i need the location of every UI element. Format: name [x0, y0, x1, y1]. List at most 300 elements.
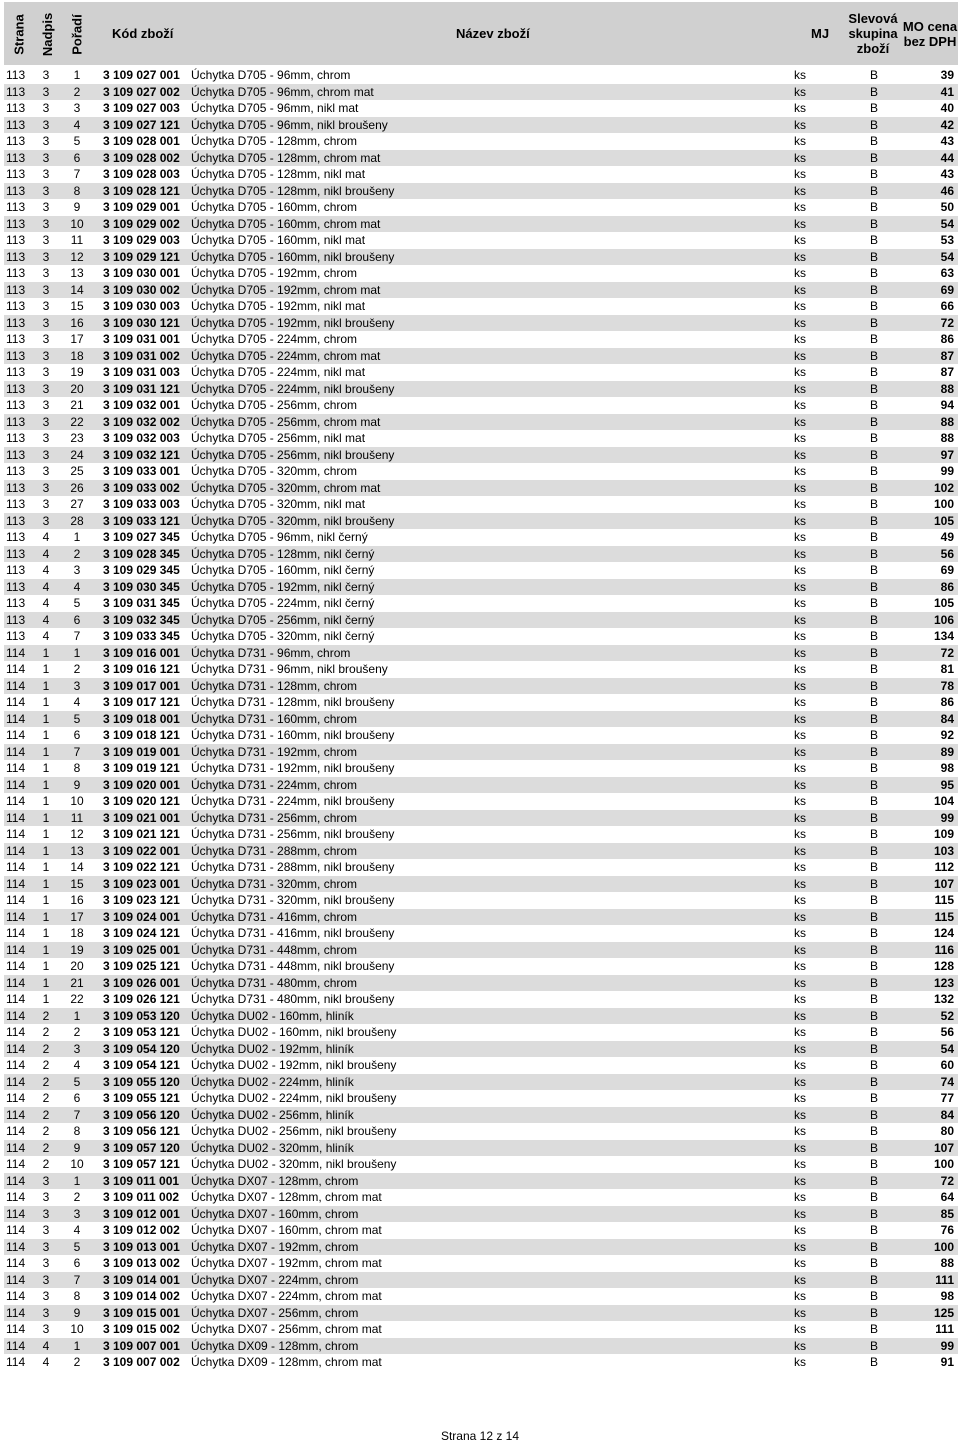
cell-mj: ks	[794, 464, 806, 478]
cell-strana: 114	[6, 1272, 26, 1287]
cell-kod: 3 109 033 345	[103, 629, 180, 643]
cell-nadpis: 1	[42, 678, 50, 693]
cell-kod: 3 109 033 003	[103, 497, 180, 511]
cell-nadpis: 3	[42, 332, 50, 346]
cell-cena: 109	[933, 827, 954, 841]
cell-poradi: 18	[70, 348, 84, 363]
cell-strana: 114	[6, 1322, 26, 1336]
cell-nazev: Úchytka D731 - 256mm, chrom	[191, 810, 358, 825]
cell-nadpis: 1	[42, 695, 50, 709]
cell-kod: 3 109 033 002	[103, 480, 180, 495]
table-row	[4, 1057, 958, 1074]
table-row	[4, 909, 958, 926]
cell-cena: 105	[933, 596, 954, 610]
cell-mj: ks	[794, 216, 806, 231]
cell-strana: 114	[6, 1239, 26, 1254]
cell-cena: 74	[940, 1074, 954, 1089]
cell-cena: 72	[940, 1173, 954, 1188]
cell-nadpis: 3	[42, 101, 50, 115]
cell-poradi: 23	[70, 431, 84, 445]
table-row	[4, 595, 958, 612]
cell-poradi: 4	[73, 117, 81, 132]
cell-kod: 3 109 029 121	[103, 249, 180, 264]
cell-poradi: 1	[73, 530, 81, 544]
cell-mj: ks	[794, 1272, 806, 1287]
cell-poradi: 2	[73, 1355, 81, 1369]
cell-strana: 114	[6, 1289, 26, 1303]
cell-kod: 3 109 032 121	[103, 447, 180, 462]
cell-sleva: B	[869, 101, 878, 115]
cell-cena: 46	[940, 183, 954, 198]
cell-nazev: Úchytka D705 - 192mm, chrom	[191, 266, 358, 280]
table-row	[4, 826, 958, 843]
table-row	[4, 84, 958, 101]
cell-mj: ks	[794, 1322, 806, 1336]
cell-strana: 114	[6, 662, 26, 676]
table-row	[4, 727, 958, 744]
cell-strana: 113	[6, 365, 26, 379]
cell-cena: 43	[940, 134, 954, 148]
cell-mj: ks	[794, 645, 806, 660]
cell-sleva: B	[869, 909, 878, 924]
cell-strana: 114	[6, 1107, 26, 1122]
cell-sleva: B	[869, 579, 878, 594]
cell-sleva: B	[869, 1338, 878, 1353]
cell-nadpis: 2	[42, 1041, 50, 1056]
cell-strana: 113	[6, 398, 26, 412]
cell-kod: 3 109 018 001	[103, 711, 180, 726]
table-row	[4, 1255, 958, 1272]
cell-nadpis: 1	[42, 728, 50, 742]
cell-kod: 3 109 011 001	[103, 1173, 180, 1188]
cell-nazev: Úchytka DX07 - 160mm, chrom	[191, 1206, 359, 1221]
cell-poradi: 10	[70, 1157, 84, 1171]
cell-poradi: 10	[70, 1322, 84, 1336]
cell-nadpis: 2	[42, 1124, 50, 1138]
cell-cena: 100	[933, 497, 954, 511]
cell-poradi: 14	[70, 860, 84, 874]
cell-mj: ks	[794, 315, 806, 330]
cell-cena: 41	[940, 84, 954, 99]
table-row	[4, 661, 958, 678]
cell-mj: ks	[794, 843, 806, 858]
cell-kod: 3 109 054 121	[103, 1058, 180, 1072]
cell-strana: 114	[6, 992, 26, 1006]
cell-nazev: Úchytka D731 - 224mm, chrom	[191, 777, 358, 792]
cell-sleva: B	[869, 1091, 878, 1105]
cell-strana: 113	[6, 315, 26, 330]
cell-nadpis: 3	[42, 414, 50, 429]
cell-nadpis: 4	[42, 546, 50, 561]
cell-cena: 72	[940, 645, 954, 660]
cell-sleva: B	[869, 167, 878, 181]
cell-nadpis: 3	[42, 200, 50, 214]
cell-nadpis: 2	[42, 1107, 50, 1122]
cell-kod: 3 109 019 121	[103, 761, 180, 775]
cell-mj: ks	[794, 761, 806, 775]
cell-kod: 3 109 020 001	[103, 777, 180, 792]
cell-sleva: B	[869, 431, 878, 445]
cell-strana: 114	[6, 711, 26, 726]
cell-cena: 64	[940, 1190, 954, 1204]
cell-poradi: 9	[73, 777, 81, 792]
cell-sleva: B	[869, 150, 878, 165]
cell-poradi: 7	[73, 629, 81, 643]
cell-mj: ks	[794, 249, 806, 264]
cell-nazev: Úchytka DU02 - 192mm, nikl broušeny	[191, 1058, 397, 1072]
cell-poradi: 17	[70, 332, 84, 346]
header-slevova-skupina	[842, 11, 904, 56]
cell-poradi: 14	[70, 282, 84, 297]
header-poradi-label: Pořadí	[69, 13, 85, 55]
table-row	[4, 1090, 958, 1107]
cell-mj: ks	[794, 480, 806, 495]
cell-strana: 114	[6, 744, 26, 759]
cell-kod: 3 109 029 001	[103, 200, 180, 214]
cell-sleva: B	[869, 447, 878, 462]
cell-sleva: B	[869, 629, 878, 643]
cell-kod: 3 109 007 002	[103, 1355, 180, 1369]
cell-mj: ks	[794, 1355, 806, 1369]
cell-kod: 3 109 021 121	[103, 827, 180, 841]
cell-mj: ks	[794, 827, 806, 841]
cell-strana: 114	[6, 1206, 26, 1221]
cell-poradi: 10	[70, 794, 84, 808]
cell-cena: 78	[940, 678, 954, 693]
cell-sleva: B	[869, 1239, 878, 1254]
cell-kod: 3 109 030 003	[103, 299, 180, 313]
cell-nadpis: 1	[42, 744, 50, 759]
table-row	[4, 1239, 958, 1256]
cell-poradi: 22	[70, 414, 84, 429]
cell-nazev: Úchytka DU02 - 160mm, hliník	[191, 1008, 354, 1023]
cell-strana: 113	[6, 612, 26, 627]
cell-kod: 3 109 031 121	[103, 381, 180, 396]
table-row	[4, 1156, 958, 1173]
cell-cena: 54	[940, 216, 954, 231]
cell-cena: 49	[940, 530, 954, 544]
cell-nazev: Úchytka D731 - 448mm, chrom	[191, 942, 358, 957]
cell-cena: 132	[933, 992, 954, 1006]
cell-kod: 3 109 027 345	[103, 530, 180, 544]
cell-nazev: Úchytka D731 - 192mm, chrom	[191, 744, 358, 759]
cell-nazev: Úchytka D705 - 192mm, nikl broušeny	[191, 315, 395, 330]
cell-kod: 3 109 014 002	[103, 1289, 180, 1303]
cell-cena: 92	[940, 728, 954, 742]
cell-nazev: Úchytka DX07 - 128mm, chrom	[191, 1173, 359, 1188]
cell-nazev: Úchytka DU02 - 256mm, hliník	[191, 1107, 354, 1122]
cell-cena: 99	[940, 464, 954, 478]
cell-nazev: Úchytka D705 - 160mm, nikl černý	[191, 563, 375, 577]
table-row	[4, 1222, 958, 1239]
cell-strana: 114	[6, 1256, 26, 1270]
cell-sleva: B	[869, 563, 878, 577]
cell-cena: 42	[940, 117, 954, 132]
cell-sleva: B	[869, 794, 878, 808]
cell-mj: ks	[794, 1305, 806, 1320]
price-table-body	[4, 67, 958, 1371]
table-row	[4, 513, 958, 530]
table-row	[4, 628, 958, 645]
cell-cena: 105	[933, 513, 954, 528]
cell-cena: 52	[940, 1008, 954, 1023]
cell-sleva: B	[869, 662, 878, 676]
cell-sleva: B	[869, 513, 878, 528]
cell-cena: 72	[940, 315, 954, 330]
cell-nadpis: 3	[42, 1173, 50, 1188]
cell-kod: 3 109 011 002	[103, 1190, 180, 1204]
cell-sleva: B	[869, 216, 878, 231]
header-poradi	[67, 8, 87, 60]
cell-nazev: Úchytka D705 - 320mm, chrom	[191, 464, 358, 478]
cell-poradi: 20	[70, 959, 84, 973]
table-row	[4, 364, 958, 381]
cell-poradi: 3	[73, 563, 81, 577]
cell-strana: 113	[6, 530, 26, 544]
cell-nazev: Úchytka D731 - 160mm, nikl broušeny	[191, 728, 395, 742]
cell-sleva: B	[869, 926, 878, 940]
cell-nazev: Úchytka DX07 - 128mm, chrom mat	[191, 1190, 382, 1204]
cell-poradi: 2	[73, 1190, 81, 1204]
cell-nazev: Úchytka DX07 - 160mm, chrom mat	[191, 1223, 382, 1237]
cell-kod: 3 109 012 001	[103, 1206, 180, 1221]
cell-sleva: B	[869, 942, 878, 957]
cell-cena: 99	[940, 810, 954, 825]
cell-cena: 106	[933, 612, 954, 627]
cell-cena: 111	[935, 1322, 954, 1336]
cell-nadpis: 3	[42, 480, 50, 495]
cell-poradi: 12	[70, 827, 84, 841]
cell-poradi: 28	[70, 513, 84, 528]
cell-sleva: B	[869, 1008, 878, 1023]
table-row	[4, 760, 958, 777]
cell-strana: 114	[6, 1074, 26, 1089]
cell-poradi: 8	[73, 1124, 81, 1138]
cell-strana: 114	[6, 1091, 26, 1105]
cell-mj: ks	[794, 695, 806, 709]
cell-poradi: 5	[73, 596, 81, 610]
cell-sleva: B	[869, 480, 878, 495]
cell-nazev: Úchytka DX07 - 224mm, chrom	[191, 1272, 359, 1287]
cell-mj: ks	[794, 711, 806, 726]
cell-mj: ks	[794, 1008, 806, 1023]
cell-cena: 80	[940, 1124, 954, 1138]
cell-kod: 3 109 022 001	[103, 843, 180, 858]
cell-kod: 3 109 056 120	[103, 1107, 180, 1122]
cell-sleva: B	[869, 299, 878, 313]
cell-nazev: Úchytka D705 - 128mm, chrom mat	[191, 150, 381, 165]
header-nadpis	[38, 8, 58, 60]
cell-kod: 3 109 018 121	[103, 728, 180, 742]
cell-cena: 88	[940, 1256, 954, 1270]
cell-poradi: 8	[73, 1289, 81, 1303]
cell-nazev: Úchytka D705 - 96mm, chrom	[191, 68, 351, 82]
cell-strana: 113	[6, 431, 26, 445]
cell-kod: 3 109 017 001	[103, 678, 180, 693]
cell-nadpis: 4	[42, 612, 50, 627]
cell-kod: 3 109 057 120	[103, 1140, 180, 1155]
cell-strana: 113	[6, 332, 26, 346]
cell-poradi: 6	[73, 612, 81, 627]
cell-nazev: Úchytka D705 - 96mm, nikl broušeny	[191, 117, 388, 132]
cell-poradi: 8	[73, 183, 81, 198]
cell-nazev: Úchytka DU02 - 224mm, hliník	[191, 1074, 354, 1089]
cell-sleva: B	[869, 744, 878, 759]
cell-nadpis: 3	[42, 431, 50, 445]
cell-kod: 3 109 016 001	[103, 645, 180, 660]
table-row	[4, 744, 958, 761]
cell-nazev: Úchytka D731 - 96mm, nikl broušeny	[191, 662, 388, 676]
cell-sleva: B	[869, 827, 878, 841]
cell-poradi: 5	[73, 1074, 81, 1089]
cell-sleva: B	[869, 761, 878, 775]
cell-sleva: B	[869, 1355, 878, 1369]
cell-nazev: Úchytka D705 - 256mm, chrom	[191, 398, 358, 412]
cell-strana: 113	[6, 150, 26, 165]
cell-poradi: 1	[73, 1338, 81, 1353]
cell-sleva: B	[869, 876, 878, 891]
cell-cena: 134	[933, 629, 954, 643]
cell-nazev: Úchytka D731 - 288mm, chrom	[191, 843, 358, 858]
cell-nazev: Úchytka D731 - 256mm, nikl broušeny	[191, 827, 395, 841]
cell-mj: ks	[794, 876, 806, 891]
cell-nadpis: 4	[42, 530, 50, 544]
cell-nadpis: 4	[42, 596, 50, 610]
cell-sleva: B	[869, 596, 878, 610]
cell-nazev: Úchytka D705 - 320mm, chrom mat	[191, 480, 381, 495]
cell-nadpis: 2	[42, 1008, 50, 1023]
cell-mj: ks	[794, 1256, 806, 1270]
cell-cena: 100	[933, 1239, 954, 1254]
cell-poradi: 20	[70, 381, 84, 396]
cell-nazev: Úchytka D705 - 96mm, chrom mat	[191, 84, 374, 99]
cell-strana: 113	[6, 216, 26, 231]
cell-strana: 114	[6, 926, 26, 940]
cell-mj: ks	[794, 167, 806, 181]
cell-nadpis: 3	[42, 315, 50, 330]
cell-poradi: 15	[70, 299, 84, 313]
cell-cena: 54	[940, 1041, 954, 1056]
cell-poradi: 10	[70, 216, 84, 231]
cell-poradi: 2	[73, 84, 81, 99]
cell-nadpis: 4	[42, 629, 50, 643]
cell-cena: 91	[940, 1355, 954, 1369]
cell-nazev: Úchytka D705 - 192mm, nikl mat	[191, 299, 366, 313]
table-row	[4, 1140, 958, 1157]
cell-kod: 3 109 031 001	[103, 332, 180, 346]
cell-strana: 114	[6, 1338, 26, 1353]
cell-sleva: B	[869, 546, 878, 561]
cell-mj: ks	[794, 101, 806, 115]
cell-poradi: 7	[73, 167, 81, 181]
cell-strana: 114	[6, 1223, 26, 1237]
cell-sleva: B	[869, 612, 878, 627]
cell-poradi: 21	[70, 398, 84, 412]
cell-strana: 114	[6, 1140, 26, 1155]
cell-kod: 3 109 056 121	[103, 1124, 180, 1138]
cell-strana: 113	[6, 381, 26, 396]
cell-nazev: Úchytka D705 - 320mm, nikl broušeny	[191, 513, 395, 528]
cell-strana: 114	[6, 876, 26, 891]
cell-cena: 86	[940, 579, 954, 594]
cell-nadpis: 1	[42, 942, 50, 957]
cell-cena: 88	[940, 414, 954, 429]
cell-nazev: Úchytka D705 - 224mm, chrom	[191, 332, 358, 346]
page-number: Strana 12 z 14	[440, 1429, 520, 1443]
cell-sleva: B	[869, 678, 878, 693]
cell-strana: 113	[6, 497, 26, 511]
cell-nazev: Úchytka DX09 - 128mm, chrom	[191, 1338, 359, 1353]
cell-cena: 98	[940, 761, 954, 775]
cell-sleva: B	[869, 464, 878, 478]
header-cena-line2: bez DPH	[903, 34, 957, 49]
cell-strana: 113	[6, 68, 26, 82]
cell-poradi: 11	[70, 233, 84, 247]
cell-poradi: 19	[70, 365, 84, 379]
cell-nazev: Úchytka D705 - 128mm, nikl broušeny	[191, 183, 395, 198]
cell-kod: 3 109 032 345	[103, 612, 180, 627]
cell-mj: ks	[794, 200, 806, 214]
cell-cena: 103	[933, 843, 954, 858]
cell-nazev: Úchytka D705 - 192mm, chrom mat	[191, 282, 381, 297]
table-row	[4, 612, 958, 629]
cell-nadpis: 3	[42, 1322, 50, 1336]
cell-cena: 56	[940, 546, 954, 561]
cell-strana: 113	[6, 579, 26, 594]
table-row	[4, 183, 958, 200]
cell-strana: 113	[6, 447, 26, 462]
header-mo-cena	[900, 19, 960, 49]
cell-sleva: B	[869, 810, 878, 825]
cell-nadpis: 1	[42, 860, 50, 874]
table-row	[4, 150, 958, 167]
table-row	[4, 480, 958, 497]
cell-mj: ks	[794, 431, 806, 445]
cell-mj: ks	[794, 909, 806, 924]
cell-poradi: 17	[70, 909, 84, 924]
cell-nadpis: 2	[42, 1091, 50, 1105]
cell-nazev: Úchytka D731 - 160mm, chrom	[191, 711, 358, 726]
cell-poradi: 2	[73, 662, 81, 676]
cell-kod: 3 109 015 001	[103, 1305, 180, 1320]
cell-sleva: B	[869, 233, 878, 247]
cell-cena: 53	[940, 233, 954, 247]
cell-poradi: 8	[73, 761, 81, 775]
cell-mj: ks	[794, 282, 806, 297]
cell-nadpis: 1	[42, 893, 50, 907]
cell-mj: ks	[794, 744, 806, 759]
cell-nazev: Úchytka D731 - 192mm, nikl broušeny	[191, 761, 395, 775]
cell-kod: 3 109 031 345	[103, 596, 180, 610]
cell-kod: 3 109 027 121	[103, 117, 180, 132]
cell-kod: 3 109 029 345	[103, 563, 180, 577]
cell-poradi: 3	[73, 101, 81, 115]
cell-kod: 3 109 026 001	[103, 975, 180, 990]
cell-kod: 3 109 055 121	[103, 1091, 180, 1105]
cell-cena: 69	[940, 282, 954, 297]
cell-sleva: B	[869, 1140, 878, 1155]
table-row	[4, 892, 958, 909]
cell-nadpis: 3	[42, 1239, 50, 1254]
cell-nazev: Úchytka D731 - 128mm, nikl broušeny	[191, 695, 395, 709]
cell-strana: 114	[6, 843, 26, 858]
cell-kod: 3 109 032 001	[103, 398, 180, 412]
table-row	[4, 298, 958, 315]
cell-mj: ks	[794, 860, 806, 874]
cell-nazev: Úchytka D705 - 160mm, chrom	[191, 200, 358, 214]
cell-strana: 114	[6, 827, 26, 841]
cell-nadpis: 4	[42, 563, 50, 577]
